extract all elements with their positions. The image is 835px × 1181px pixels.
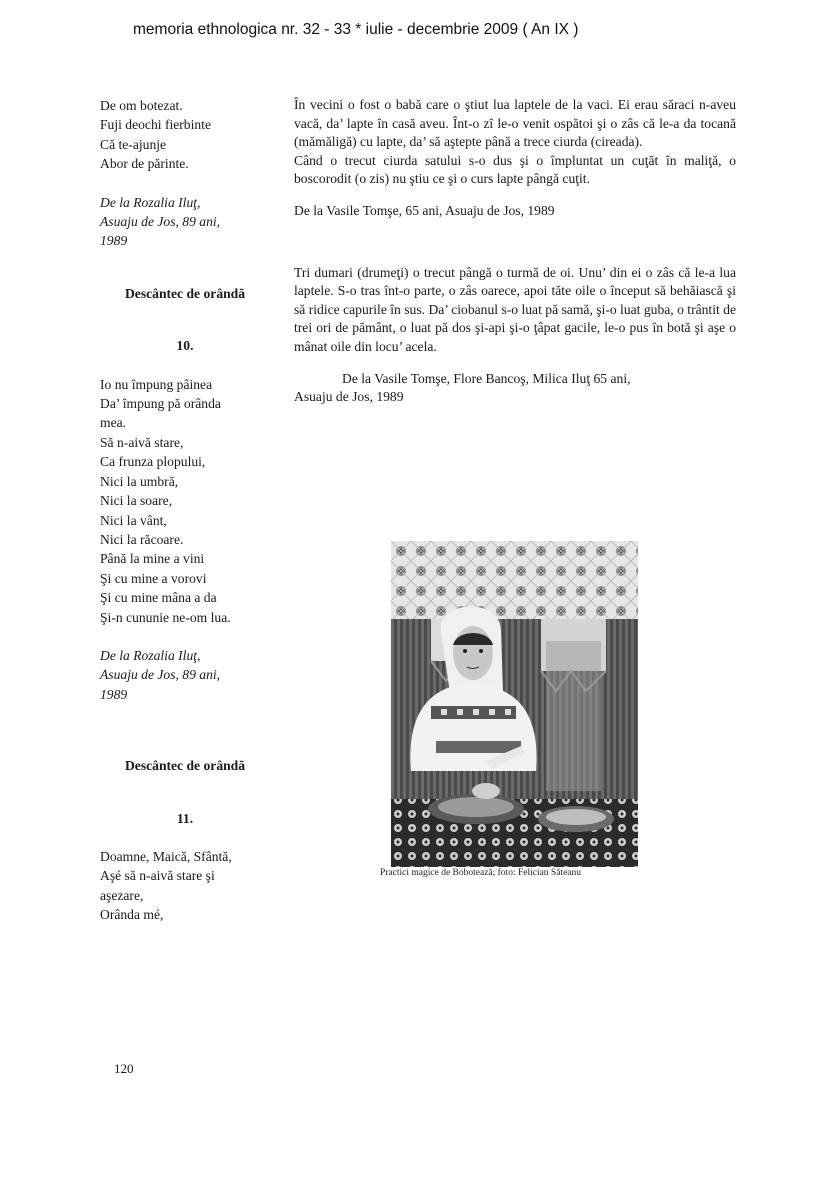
section-number-10: 10. [176, 338, 194, 354]
attribution-line: 1989 [100, 686, 128, 702]
verse-line: Ca frunza plopului, [100, 454, 206, 470]
section-number-11: 11. [176, 810, 194, 826]
story-1-source: De la Vasile Tomşe, 65 ani, Asuaju de Jos, 1989 [294, 202, 555, 218]
verse-block-1 [100, 96, 270, 174]
verse-line: Până la mine a vini [100, 551, 205, 567]
story-2-source [294, 370, 736, 407]
story-2-source-line: Asuaju de Jos, 1989 [294, 389, 404, 405]
verse-line: Şi cu mine a vorovi [100, 570, 207, 586]
verse-line: Da’ împung pă orânda [100, 396, 221, 412]
photo-caption: Practici magice de Bobotează; foto: Felician Săteanu [380, 868, 582, 878]
ethnographic-photo [391, 541, 638, 867]
story-2-source-line: De la Vasile Tomşe, Flore Bancoş, Milica Iluţ 65 ani, [342, 370, 631, 386]
verse-line: Orânda mé, [100, 907, 164, 923]
attribution-1 [100, 193, 270, 251]
story-1-paragraph: În vecini o fost o babă care o ştiut lua laptele de la vaci. Ei erau săraci n-aveu vacă, da’ lapte în casă aveu. Înt-o zî le-o venit ospătoi şi o zâs că le-a da tocană (mămăligă) cu lapte, da’ să aştepte până a trece ciurda (cireada). [294, 97, 736, 150]
verse-line: Doamne, Maică, Sfântă, [100, 848, 232, 864]
verse-line: Să n-aivă stare, [100, 434, 184, 450]
verse-line: mea. [100, 415, 127, 431]
verse-block-2 [100, 375, 270, 627]
page-number: 120 [114, 1061, 134, 1076]
attribution-line: Asuaju de Jos, 89 ani, [100, 667, 221, 683]
verse-line: Şi cu mine mâna a da [100, 590, 217, 606]
attribution-2 [100, 646, 270, 704]
verse-line: Abor de părinte. [100, 156, 189, 172]
verse-line: Nici la vânt, [100, 512, 167, 528]
attribution-line: 1989 [100, 233, 128, 249]
verse-line: Şi-n cununie ne-om lua. [100, 609, 231, 625]
attribution-line: Asuaju de Jos, 89 ani, [100, 214, 221, 230]
left-column [100, 96, 270, 925]
journal-header: memoria ethnologica nr. 32 - 33 * iulie - decembrie 2009 ( An IX ) [133, 21, 579, 38]
verse-line: Că te-ajunje [100, 136, 167, 152]
verse-line: Fuji deochi fierbinte [100, 117, 211, 133]
attribution-line: De la Rozalia Iluţ, [100, 194, 201, 210]
verse-line: Nici la soare, [100, 493, 173, 509]
right-column [294, 96, 736, 407]
verse-block-3 [100, 847, 270, 925]
verse-line: Aşé să n-aivă stare şi [100, 868, 215, 884]
section-title-2: Descântec de orândă [124, 758, 246, 774]
story-2-paragraph: Tri dumari (drumeţi) o trecut pângă o turmă de oi. Unu’ din ei o zâs că le-a lua laptele. S-o tras înt-o parte, o zâs oarece, apoi tăte oile o început să behăiască şi să ridice capurile în sus. Da’ ciobanul s-o luat pă samă, şi-o luat guba, o trântit de trei ori de pământ, o luat pă dos şi-api şi-o ţâpat gacile, le-o pus în botă şi aşe o mânat oile din locu’ acela. [294, 264, 736, 354]
verse-line: aşezare, [100, 887, 144, 903]
story-1-continuation: Când o trecut ciurda satului s-o dus şi o împluntat un cuţăt în maliţă, o boscorodit (o zis) nu ştiu ce şi o curs lapte pângă cuţit. [294, 152, 736, 187]
verse-line: De om botezat. [100, 98, 183, 113]
attribution-line: De la Rozalia Iluţ, [100, 647, 201, 663]
verse-line: Nici la umbră, [100, 473, 179, 489]
verse-line: Nici la răcoare. [100, 531, 184, 547]
verse-line: Io nu împung pâinea [100, 376, 213, 392]
section-title-1: Descântec de orândă [124, 285, 246, 301]
